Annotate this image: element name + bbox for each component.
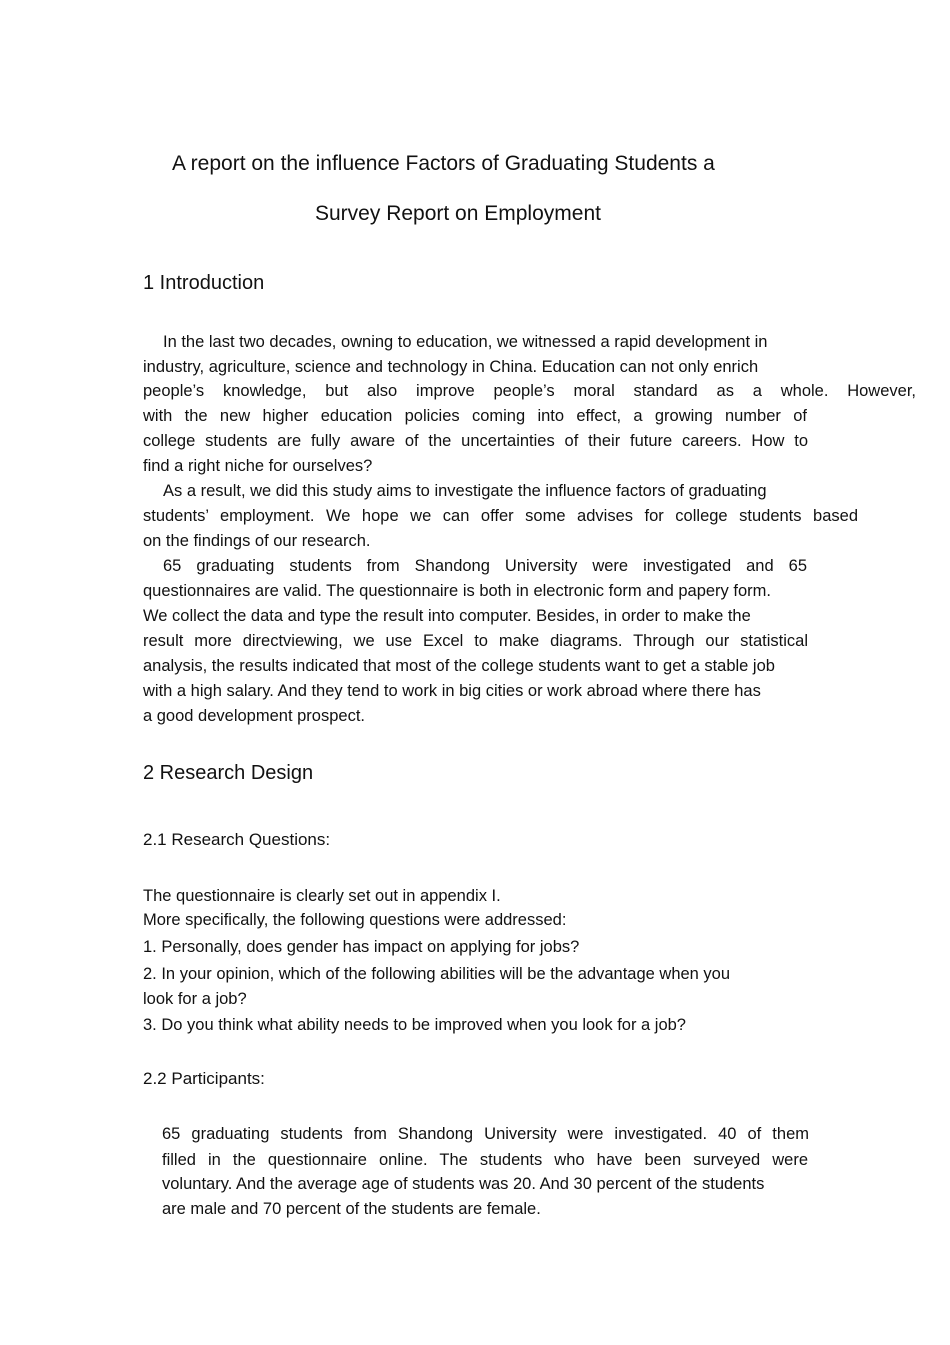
participants-line: are male and 70 percent of the students are female. <box>162 1200 541 1218</box>
research-question-3: 3. Do you think what ability needs to be improved when you look for a job? <box>143 1016 686 1034</box>
intro-line: result more directviewing, we use Excel to make diagrams. Through our statistical <box>143 632 808 650</box>
intro-line: As a result, we did this study aims to investigate the influence factors of graduating <box>163 482 767 500</box>
intro-line: 65 graduating students from Shandong University were investigated and 65 <box>163 557 807 575</box>
intro-line: industry, agriculture, science and technology in China. Education can not only enrich <box>143 358 759 376</box>
research-questions-line: More specifically, the following questions were addressed: <box>143 911 567 929</box>
intro-line: questionnaires are valid. The questionnaire is both in electronic form and papery form. <box>143 582 771 600</box>
intro-line: with the new higher education policies coming into effect, a growing number of <box>143 407 807 425</box>
section-1-heading: 1 Introduction <box>143 272 265 294</box>
intro-line: college students are fully aware of the uncertainties of their future careers. How to <box>143 432 808 450</box>
intro-line: people’s knowledge, but also improve people’s moral standard as a whole. However, <box>143 382 916 400</box>
intro-line: with a high salary. And they tend to work in big cities or work abroad where there has <box>143 682 761 700</box>
intro-line: In the last two decades, owning to education, we witnessed a rapid development in <box>163 333 768 351</box>
title-line-1: A report on the influence Factors of Graduating Students a <box>172 152 715 175</box>
intro-line: students’ employment. We hope we can offer some advises for college students based <box>143 507 858 525</box>
intro-line: on the findings of our research. <box>143 532 371 550</box>
title-line-2: Survey Report on Employment <box>315 202 601 225</box>
intro-line: find a right niche for ourselves? <box>143 457 373 475</box>
participants-line: 65 graduating students from Shandong University were investigated. 40 of them <box>162 1125 809 1143</box>
intro-line: a good development prospect. <box>143 707 365 725</box>
participants-line: voluntary. And the average age of students was 20. And 30 percent of the students <box>162 1175 765 1193</box>
research-questions-line: The questionnaire is clearly set out in appendix I. <box>143 887 501 905</box>
research-question-2: 2. In your opinion, which of the following abilities will be the advantage when you <box>143 965 731 983</box>
intro-line: We collect the data and type the result into computer. Besides, in order to make the <box>143 607 751 625</box>
section-2-2-heading: 2.2 Participants: <box>143 1069 265 1088</box>
section-2-1-heading: 2.1 Research Questions: <box>143 830 331 849</box>
research-question-2-cont: look for a job? <box>143 990 247 1008</box>
participants-line: filled in the questionnaire online. The students who have been surveyed were <box>162 1151 808 1169</box>
intro-line: analysis, the results indicated that most of the college students want to get a stable job <box>143 657 775 675</box>
section-2-heading: 2 Research Design <box>143 762 314 784</box>
research-question-1: 1. Personally, does gender has impact on applying for jobs? <box>143 938 580 956</box>
